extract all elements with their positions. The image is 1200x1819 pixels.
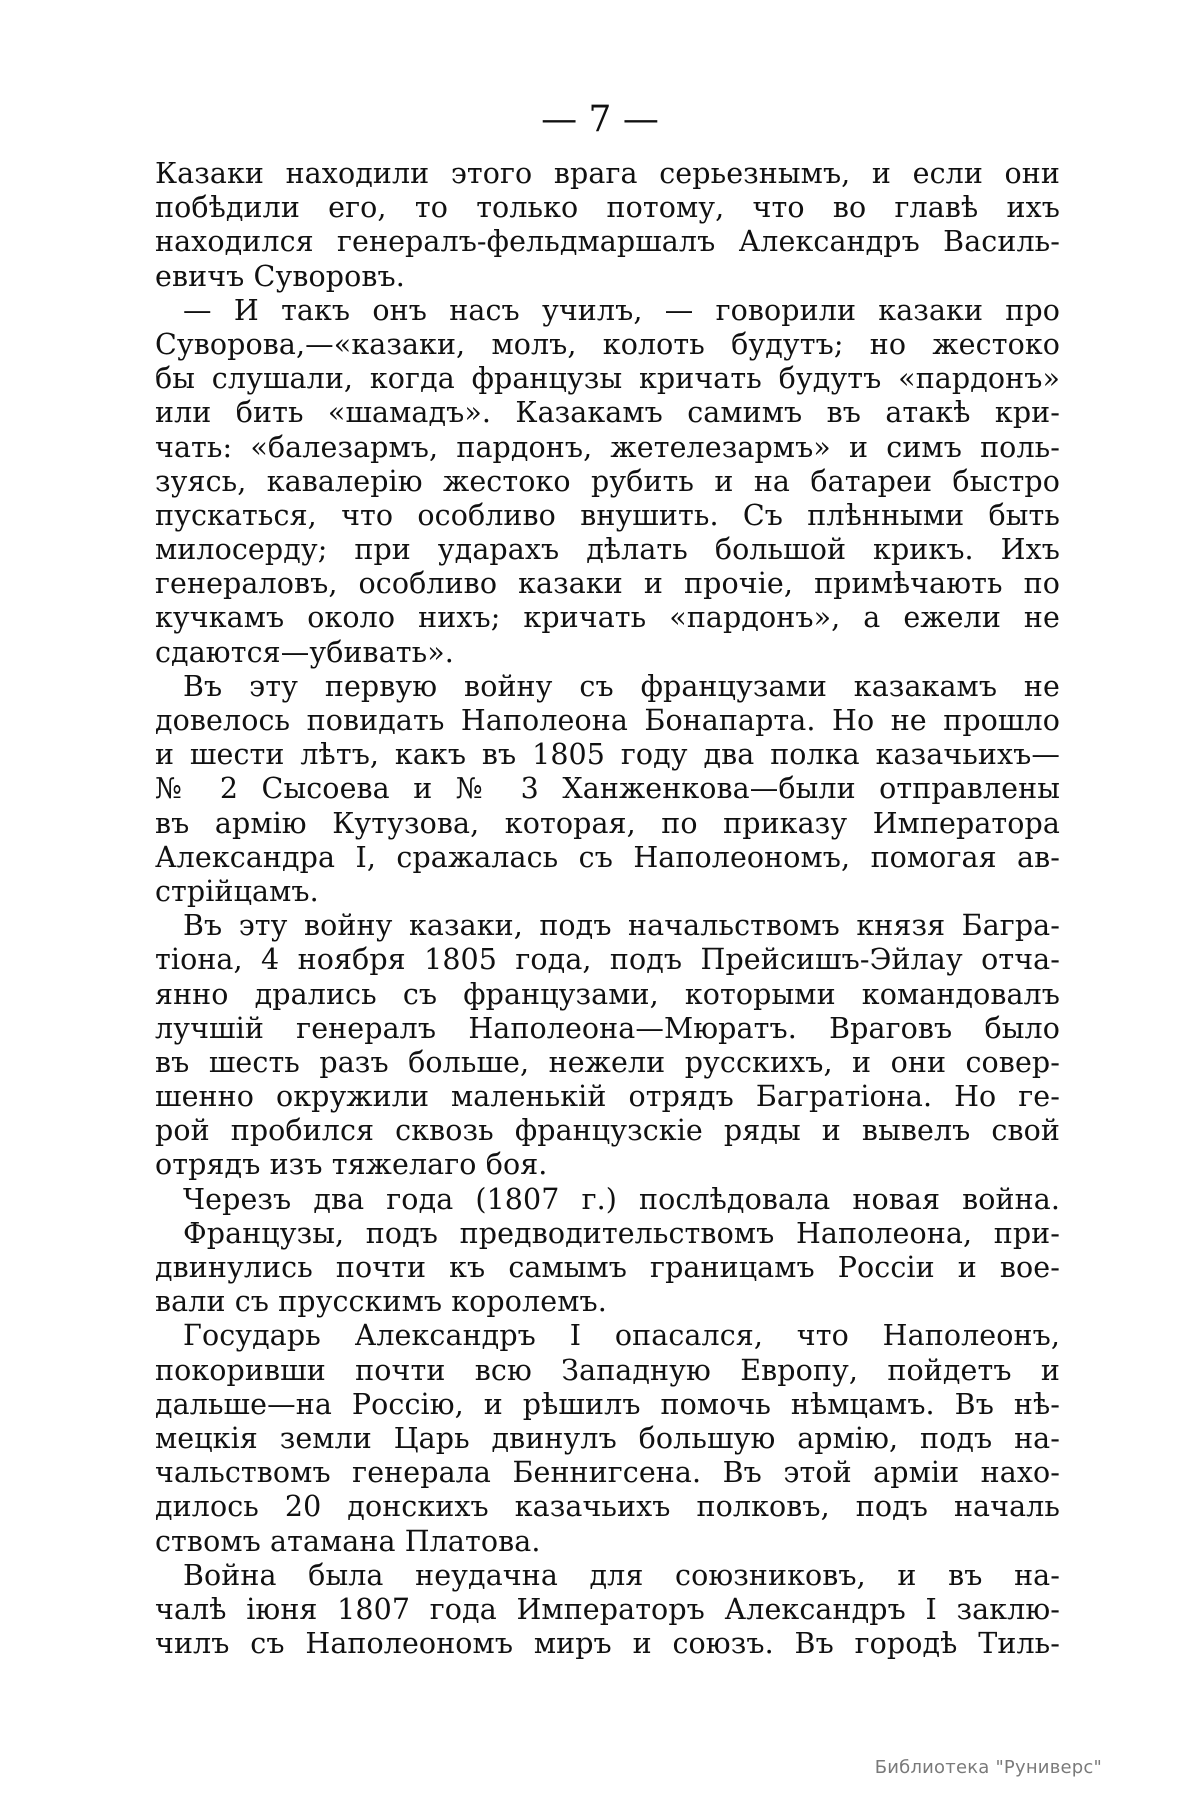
- text-line: или бить «шамадъ». Казакамъ самимъ въ атакѣ кри-: [155, 396, 1060, 430]
- text-line: Суворова,—«казаки, молъ, колоть будутъ; но жестоко: [155, 327, 1060, 361]
- text-line: Казаки находили этого врага серьезнымъ, и если они: [155, 157, 1060, 190]
- text-line: пускаться, что особливо внушить. Съ плѣнными быть: [155, 498, 1060, 532]
- text-line: дальше—на Россію, и рѣшилъ помочь нѣмцамъ. Въ нѣ-: [155, 1387, 1060, 1421]
- text-line: № 2 Сысоева и № 3 Ханженкова—были отправлены: [155, 772, 1060, 806]
- text-line: Въ эту войну казаки, подъ начальствомъ князя Багра-: [183, 909, 1060, 943]
- text-line: стрійцамъ.: [155, 874, 319, 908]
- text-line: ствомъ атамана Платова.: [155, 1524, 541, 1558]
- text-line: Государь Александръ I опасался, что Наполеонъ,: [183, 1319, 1060, 1353]
- text-line: чать: «балезармъ, пардонъ, жетелезармъ» и симъ поль-: [155, 430, 1060, 464]
- text-line: милосерду; при ударахъ дѣлать большой крикъ. Ихъ: [155, 533, 1060, 567]
- body-text: [155, 157, 1060, 1661]
- text-line: покоривши почти всю Западную Европу, пойдетъ и: [155, 1353, 1060, 1387]
- text-line: Французы, подъ предводительствомъ Наполеона, при-: [183, 1216, 1060, 1250]
- text-line: довелось повидать Наполеона Бонапарта. Но не прошло: [155, 704, 1060, 737]
- text-line: кучкамъ около нихъ; кричать «пардонъ», а ежели не: [155, 601, 1060, 635]
- text-line: бы слушали, когда французы кричать будутъ «пардонъ»: [155, 362, 1060, 396]
- text-line: сдаются—убивать».: [155, 635, 454, 669]
- text-line: мецкія земли Царь двинулъ большую армію, подъ на-: [155, 1421, 1060, 1455]
- text-line: рой пробился сквозь французскіе ряды и вывелъ свой: [155, 1114, 1060, 1148]
- text-line: находился генералъ-фельдмаршалъ Александръ Василь-: [155, 225, 1060, 259]
- text-line: лучшій генералъ Наполеона—Мюратъ. Враговъ было: [155, 1011, 1060, 1045]
- text-line: шенно окружили маленькій отрядъ Багратіона. Но ге-: [155, 1080, 1060, 1114]
- text-line: зуясь, кавалерію жестоко рубить и на батареи быстро: [155, 464, 1060, 498]
- library-watermark: Библиотека "Руниверс": [874, 1757, 1102, 1778]
- text-line: Въ эту первую войну съ французами казакамъ не: [183, 669, 1060, 703]
- text-line: въ армію Кутузова, которая, по приказу Императора: [155, 806, 1060, 840]
- text-line: побѣдили его, то только потому, что во главѣ ихъ: [155, 191, 1060, 225]
- text-line: въ шесть разъ больше, нежели русскихъ, и они совер-: [155, 1045, 1060, 1079]
- text-line: и шести лѣтъ, какъ въ 1805 году два полка казачьихъ—: [155, 738, 1060, 772]
- text-line: евичъ Суворовъ.: [155, 259, 405, 293]
- text-line: вали съ прусскимъ королемъ.: [155, 1285, 607, 1319]
- text-line: — И такъ онъ насъ училъ, — говорили казаки про: [183, 293, 1060, 327]
- text-line: Черезъ два года (1807 г.) послѣдовала новая война.: [183, 1182, 1060, 1216]
- text-line: Александра I, сражалась съ Наполеономъ, помогая ав-: [155, 840, 1060, 874]
- text-line: отрядъ изъ тяжелаго боя.: [155, 1148, 548, 1182]
- text-line: тіона, 4 ноября 1805 года, подъ Прейсишъ-Эйлау отча-: [155, 943, 1060, 977]
- text-line: чальствомъ генерала Беннигсена. Въ этой арміи нахо-: [155, 1456, 1060, 1490]
- text-line: двинулись почти къ самымъ границамъ Россіи и вое-: [155, 1251, 1060, 1284]
- text-line: генераловъ, особливо казаки и прочіе, примѣчають по: [155, 567, 1060, 601]
- text-line: чилъ съ Наполеономъ миръ и союзъ. Въ городѣ Тиль-: [155, 1627, 1060, 1661]
- text-line: янно дрались съ французами, которыми командовалъ: [155, 977, 1060, 1011]
- page-number: — 7 —: [541, 99, 659, 140]
- text-line: Война была неудачна для союзниковъ, и въ на-: [183, 1558, 1060, 1592]
- text-line: дилось 20 донскихъ казачьихъ полковъ, подъ началь: [155, 1490, 1060, 1524]
- text-line: чалѣ іюня 1807 года Императоръ Александръ I заклю-: [155, 1592, 1060, 1626]
